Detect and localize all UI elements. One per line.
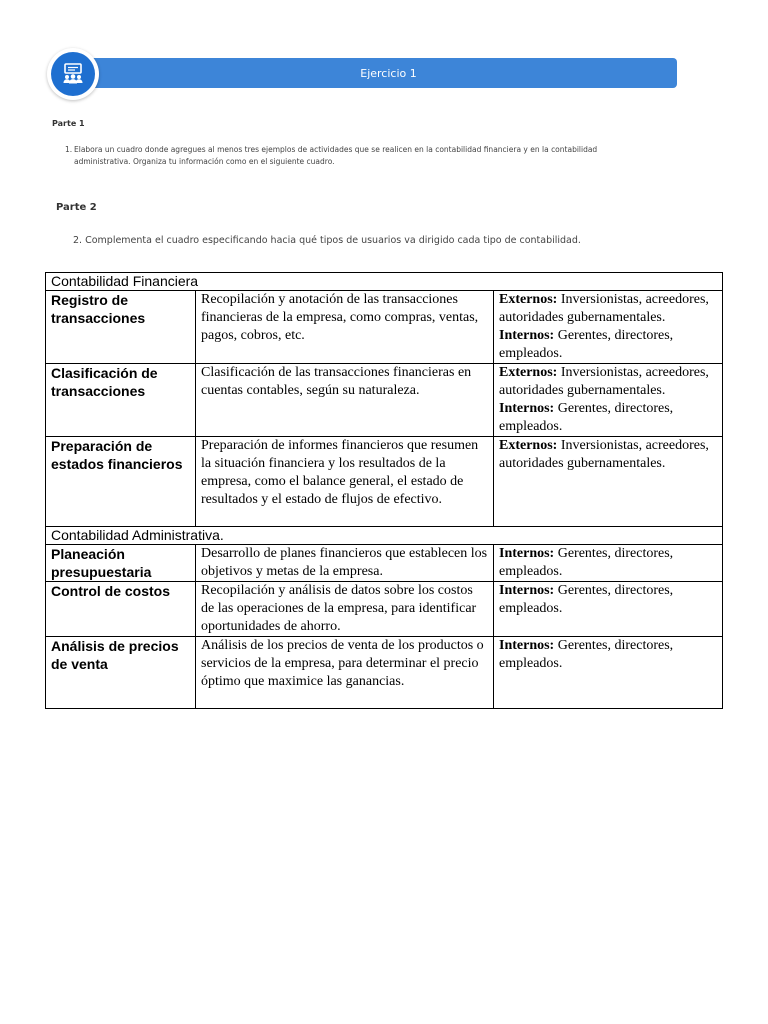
externos-label: Externos: <box>499 292 558 307</box>
internos-text: Gerentes, directores, empleados. <box>499 583 674 616</box>
users-cell <box>494 291 723 364</box>
activity-cell: Registro de transacciones <box>46 291 196 364</box>
table-row <box>46 637 723 709</box>
part-2-label: Parte 2 <box>56 202 97 213</box>
instruction-number: 1. <box>65 145 73 154</box>
users-cell <box>494 637 723 709</box>
activity-cell: Control de costos <box>46 582 196 637</box>
instruction-line-2: administrativa. Organiza tu información como en el siguiente cuadro. <box>74 157 335 166</box>
activity-cell: Análisis de precios de venta <box>46 637 196 709</box>
users-cell <box>494 545 723 582</box>
group-presentation-icon <box>61 62 85 86</box>
users-cell <box>494 364 723 437</box>
internos-label: Internos: <box>499 401 555 416</box>
internos-label: Internos: <box>499 546 555 561</box>
internos-label: Internos: <box>499 328 555 343</box>
table-row <box>46 291 723 364</box>
table-row <box>46 437 723 527</box>
internos-label: Internos: <box>499 638 555 653</box>
activity-cell: Preparación de estados financieros <box>46 437 196 527</box>
externos-label: Externos: <box>499 438 558 453</box>
section-row-financiera <box>46 273 723 291</box>
description-cell: Recopilación y análisis de datos sobre los costos de las operaciones de la empresa, para identificar oportunidades de ahorro. <box>196 582 494 637</box>
externos-label: Externos: <box>499 365 558 380</box>
section-title-administrativa: Contabilidad Administrativa. <box>46 527 723 545</box>
internos-text: Gerentes, directores, empleados. <box>499 546 674 579</box>
internos-text: Gerentes, directores, empleados. <box>499 638 674 671</box>
table-row <box>46 545 723 582</box>
part-1-instruction <box>65 144 665 168</box>
externos-text: Inversionistas, acreedores, autoridades gubernamentales. <box>499 438 709 471</box>
externos-text: Inversionistas, acreedores, autoridades gubernamentales. <box>499 292 709 325</box>
section-title-financiera: Contabilidad Financiera <box>46 273 723 291</box>
users-cell <box>494 437 723 527</box>
description-cell: Análisis de los precios de venta de los productos o servicios de la empresa, para determinar el precio óptimo que maximice las ganancias. <box>196 637 494 709</box>
internos-text: Gerentes, directores, empleados. <box>499 401 674 434</box>
accounting-table <box>45 272 723 709</box>
internos-text: Gerentes, directores, empleados. <box>499 328 674 361</box>
internos-label: Internos: <box>499 583 555 598</box>
table-row <box>46 364 723 437</box>
part-2-instruction: 2. Complementa el cuadro especificando hacia qué tipos de usuarios va dirigido cada tipo de contabilidad. <box>73 235 581 246</box>
description-cell: Clasificación de las transacciones financieras en cuentas contables, según su naturaleza. <box>196 364 494 437</box>
externos-text: Inversionistas, acreedores, autoridades gubernamentales. <box>499 365 709 398</box>
exercise-title: Ejercicio 1 <box>360 66 417 80</box>
instruction-line-1: Elabora un cuadro donde agregues al menos tres ejemplos de actividades que se realicen en la contabilidad financiera y en la contabilidad <box>74 145 598 154</box>
description-cell: Recopilación y anotación de las transacciones financieras de la empresa, como compras, ventas, pagos, cobros, etc. <box>196 291 494 364</box>
table-row <box>46 582 723 637</box>
part-1-label: Parte 1 <box>52 119 85 128</box>
banner-icon-badge <box>47 48 99 100</box>
activity-cell: Clasificación de transacciones <box>46 364 196 437</box>
exercise-banner <box>80 58 677 88</box>
activity-cell: Planeación presupuestaria <box>46 545 196 582</box>
description-cell: Preparación de informes financieros que resumen la situación financiera y los resultados de la empresa, como el balance general, el estado de resultados y el estado de flujos de efectivo. <box>196 437 494 527</box>
description-cell: Desarrollo de planes financieros que establecen los objetivos y metas de la empresa. <box>196 545 494 582</box>
users-cell <box>494 582 723 637</box>
section-row-administrativa <box>46 527 723 545</box>
